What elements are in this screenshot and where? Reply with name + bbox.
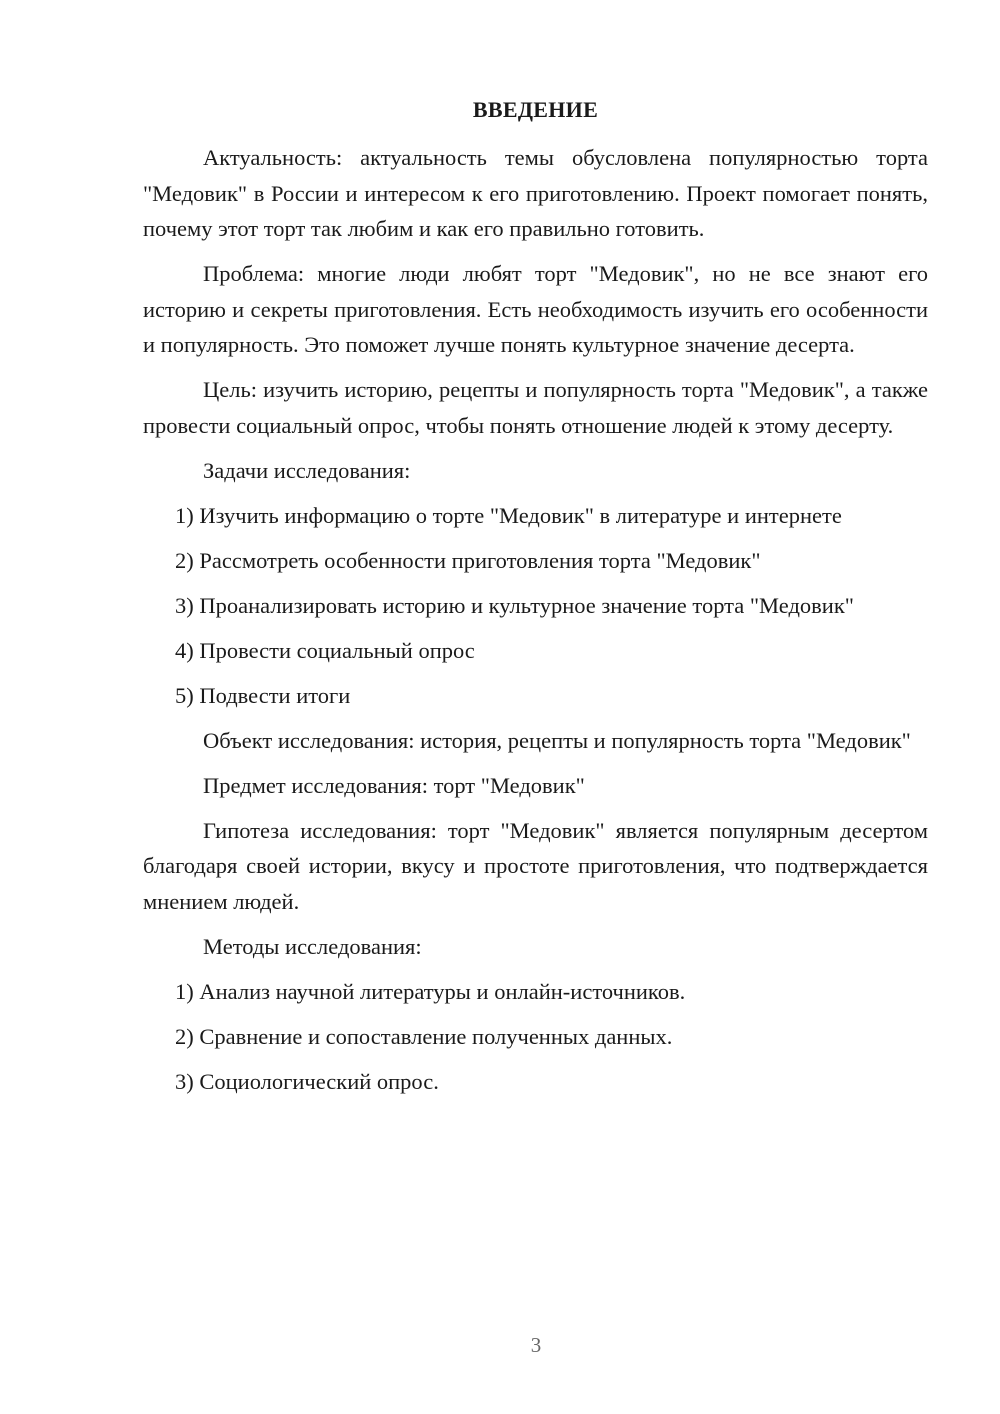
problem-paragraph: Проблема: многие люди любят торт "Медовик", но не все знают его историю и секреты приготовления. Есть необходимость изучить его особенности и популярность. Это поможет лучше понять культурное значение десерта. bbox=[143, 261, 928, 357]
task-item: 2) Рассмотреть особенности приготовления торта "Медовик" bbox=[175, 547, 761, 573]
task-item: 3) Проанализировать историю и культурное значение торта "Медовик" bbox=[175, 592, 854, 618]
task-item: 4) Провести социальный опрос bbox=[175, 637, 475, 663]
section-heading: ВВЕДЕНИЕ bbox=[472, 97, 599, 122]
relevance-paragraph: Актуальность: актуальность темы обусловлена популярностью торта "Медовик" в России и интересом к его приготовлению. Проект помогает понять, почему этот торт так любим и как его правильно готовить. bbox=[143, 145, 928, 241]
goal-paragraph: Цель: изучить историю, рецепты и популярность торта "Медовик", а также провести социальный опрос, чтобы понять отношение людей к этому десерту. bbox=[143, 377, 928, 438]
subject-paragraph: Предмет исследования: торт "Медовик" bbox=[203, 772, 585, 798]
document-page bbox=[143, 92, 928, 1109]
page-number: 3 bbox=[530, 1333, 542, 1357]
tasks-title: Задачи исследования: bbox=[203, 457, 411, 483]
method-item: 1) Анализ научной литературы и онлайн-источников. bbox=[175, 978, 686, 1004]
method-item: 2) Сравнение и сопоставление полученных данных. bbox=[175, 1023, 673, 1049]
task-item: 5) Подвести итоги bbox=[175, 682, 351, 708]
object-paragraph: Объект исследования: история, рецепты и популярность торта "Медовик" bbox=[203, 727, 911, 753]
hypothesis-paragraph: Гипотеза исследования: торт "Медовик" является популярным десертом благодаря своей истории, вкусу и простоте приготовления, что подтверждается мнением людей. bbox=[143, 817, 928, 914]
task-item: 1) Изучить информацию о торте "Медовик" в литературе и интернете bbox=[175, 502, 842, 528]
method-item: 3) Социологический опрос. bbox=[175, 1068, 439, 1094]
methods-title: Методы исследования: bbox=[203, 933, 422, 959]
